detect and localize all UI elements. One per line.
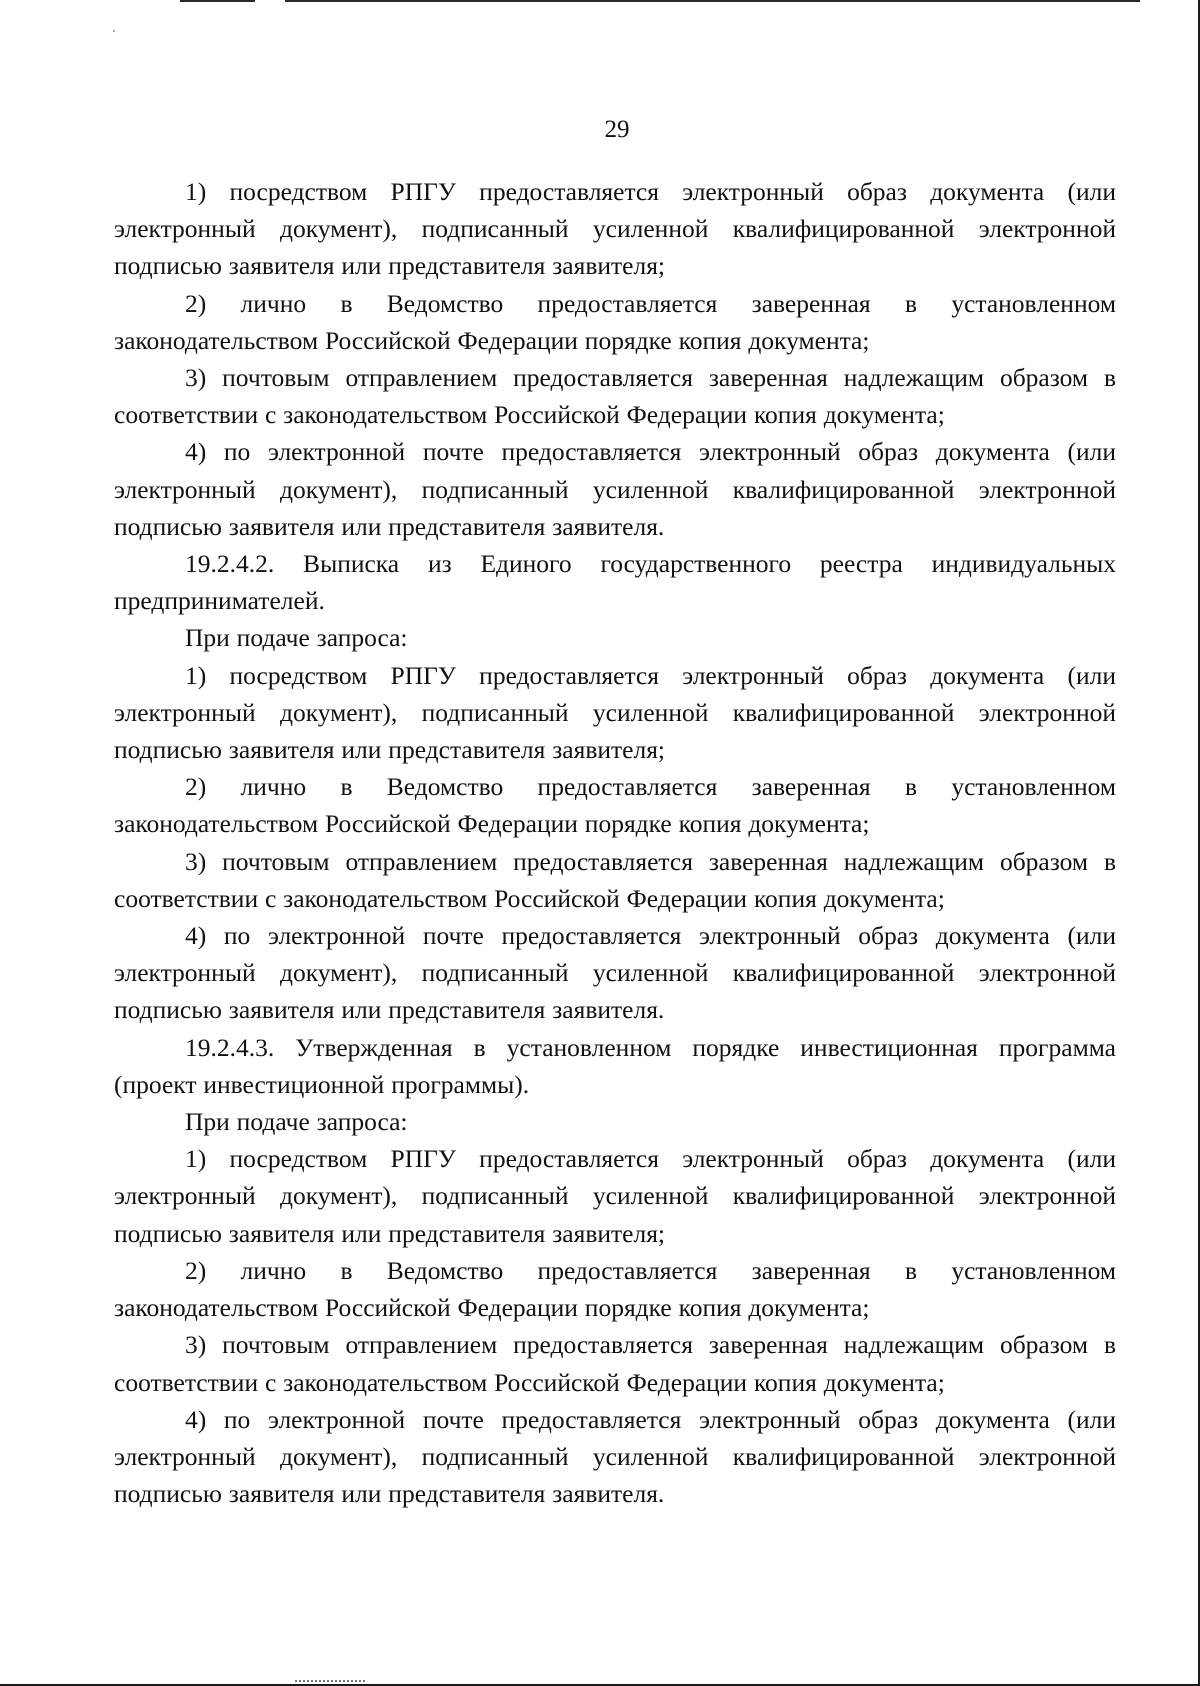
paragraph-item-2-in-person: 2) лично в Ведомство предоставляется заверенная в установленном законодательством Российской Федерации порядке копия документа;	[114, 288, 1116, 355]
scan-speck	[113, 30, 115, 32]
document-body	[114, 173, 1116, 1512]
paragraph-item-3-post: 3) почтовым отправлением предоставляется заверенная надлежащим образом в соответствии с законодательством Российской Федерации копия документа;	[114, 363, 1116, 430]
paragraph-item-1-rpgu: 1) посредством РПГУ предоставляется электронный образ документа (или электронный документ), подписанный усиленной квалифицированной электронной подписью заявителя или представителя заявителя;	[114, 1144, 1116, 1248]
paragraph-request-intro: При подаче запроса:	[185, 1107, 408, 1137]
scan-mark-bottom	[295, 1680, 365, 1684]
paragraph-item-1-rpgu: 1) посредством РПГУ предоставляется электронный образ документа (или электронный документ), подписанный усиленной квалифицированной электронной подписью заявителя или представителя заявителя;	[114, 177, 1116, 281]
scan-edge-gap	[255, 0, 285, 3]
paragraph-request-intro: При подаче запроса:	[185, 623, 408, 653]
page-number: 29	[604, 116, 630, 143]
paragraph-item-3-post: 3) почтовым отправлением предоставляется заверенная надлежащим образом в соответствии с законодательством Российской Федерации копия документа;	[114, 1330, 1116, 1397]
paragraph-item-1-rpgu: 1) посредством РПГУ предоставляется электронный образ документа (или электронный документ), подписанный усиленной квалифицированной электронной подписью заявителя или представителя заявителя;	[114, 660, 1116, 765]
section-heading-19-2-4-2: 19.2.4.2. Выписка из Единого государственного реестра индивидуальных предпринимателей.	[114, 549, 1116, 616]
paragraph-item-2-in-person: 2) лично в Ведомство предоставляется заверенная в установленном законодательством Российской Федерации порядке копия документа;	[114, 1255, 1116, 1323]
section-heading-19-2-4-3: 19.2.4.3. Утвержденная в установленном порядке инвестиционная программа (проект инвестиционной программы).	[114, 1032, 1116, 1099]
paragraph-item-4-email: 4) по электронной почте предоставляется электронный образ документа (или электронный документ), подписанный усиленной квалифицированной электронной подписью заявителя или представителя заявителя.	[114, 437, 1116, 541]
scan-edge-top	[180, 0, 1140, 2]
paragraph-item-3-post: 3) почтовым отправлением предоставляется заверенная надлежащим образом в соответствии с законодательством Российской Федерации копия документа;	[114, 846, 1116, 913]
paragraph-item-4-email: 4) по электронной почте предоставляется электронный образ документа (или электронный документ), подписанный усиленной квалифицированной электронной подписью заявителя или представителя заявителя.	[114, 921, 1116, 1025]
paragraph-item-2-in-person: 2) лично в Ведомство предоставляется заверенная в установленном законодательством Российской Федерации порядке копия документа;	[114, 772, 1116, 839]
paragraph-item-4-email: 4) по электронной почте предоставляется электронный образ документа (или электронный документ), подписанный усиленной квалифицированной электронной подписью заявителя или представителя заявителя.	[114, 1404, 1116, 1509]
